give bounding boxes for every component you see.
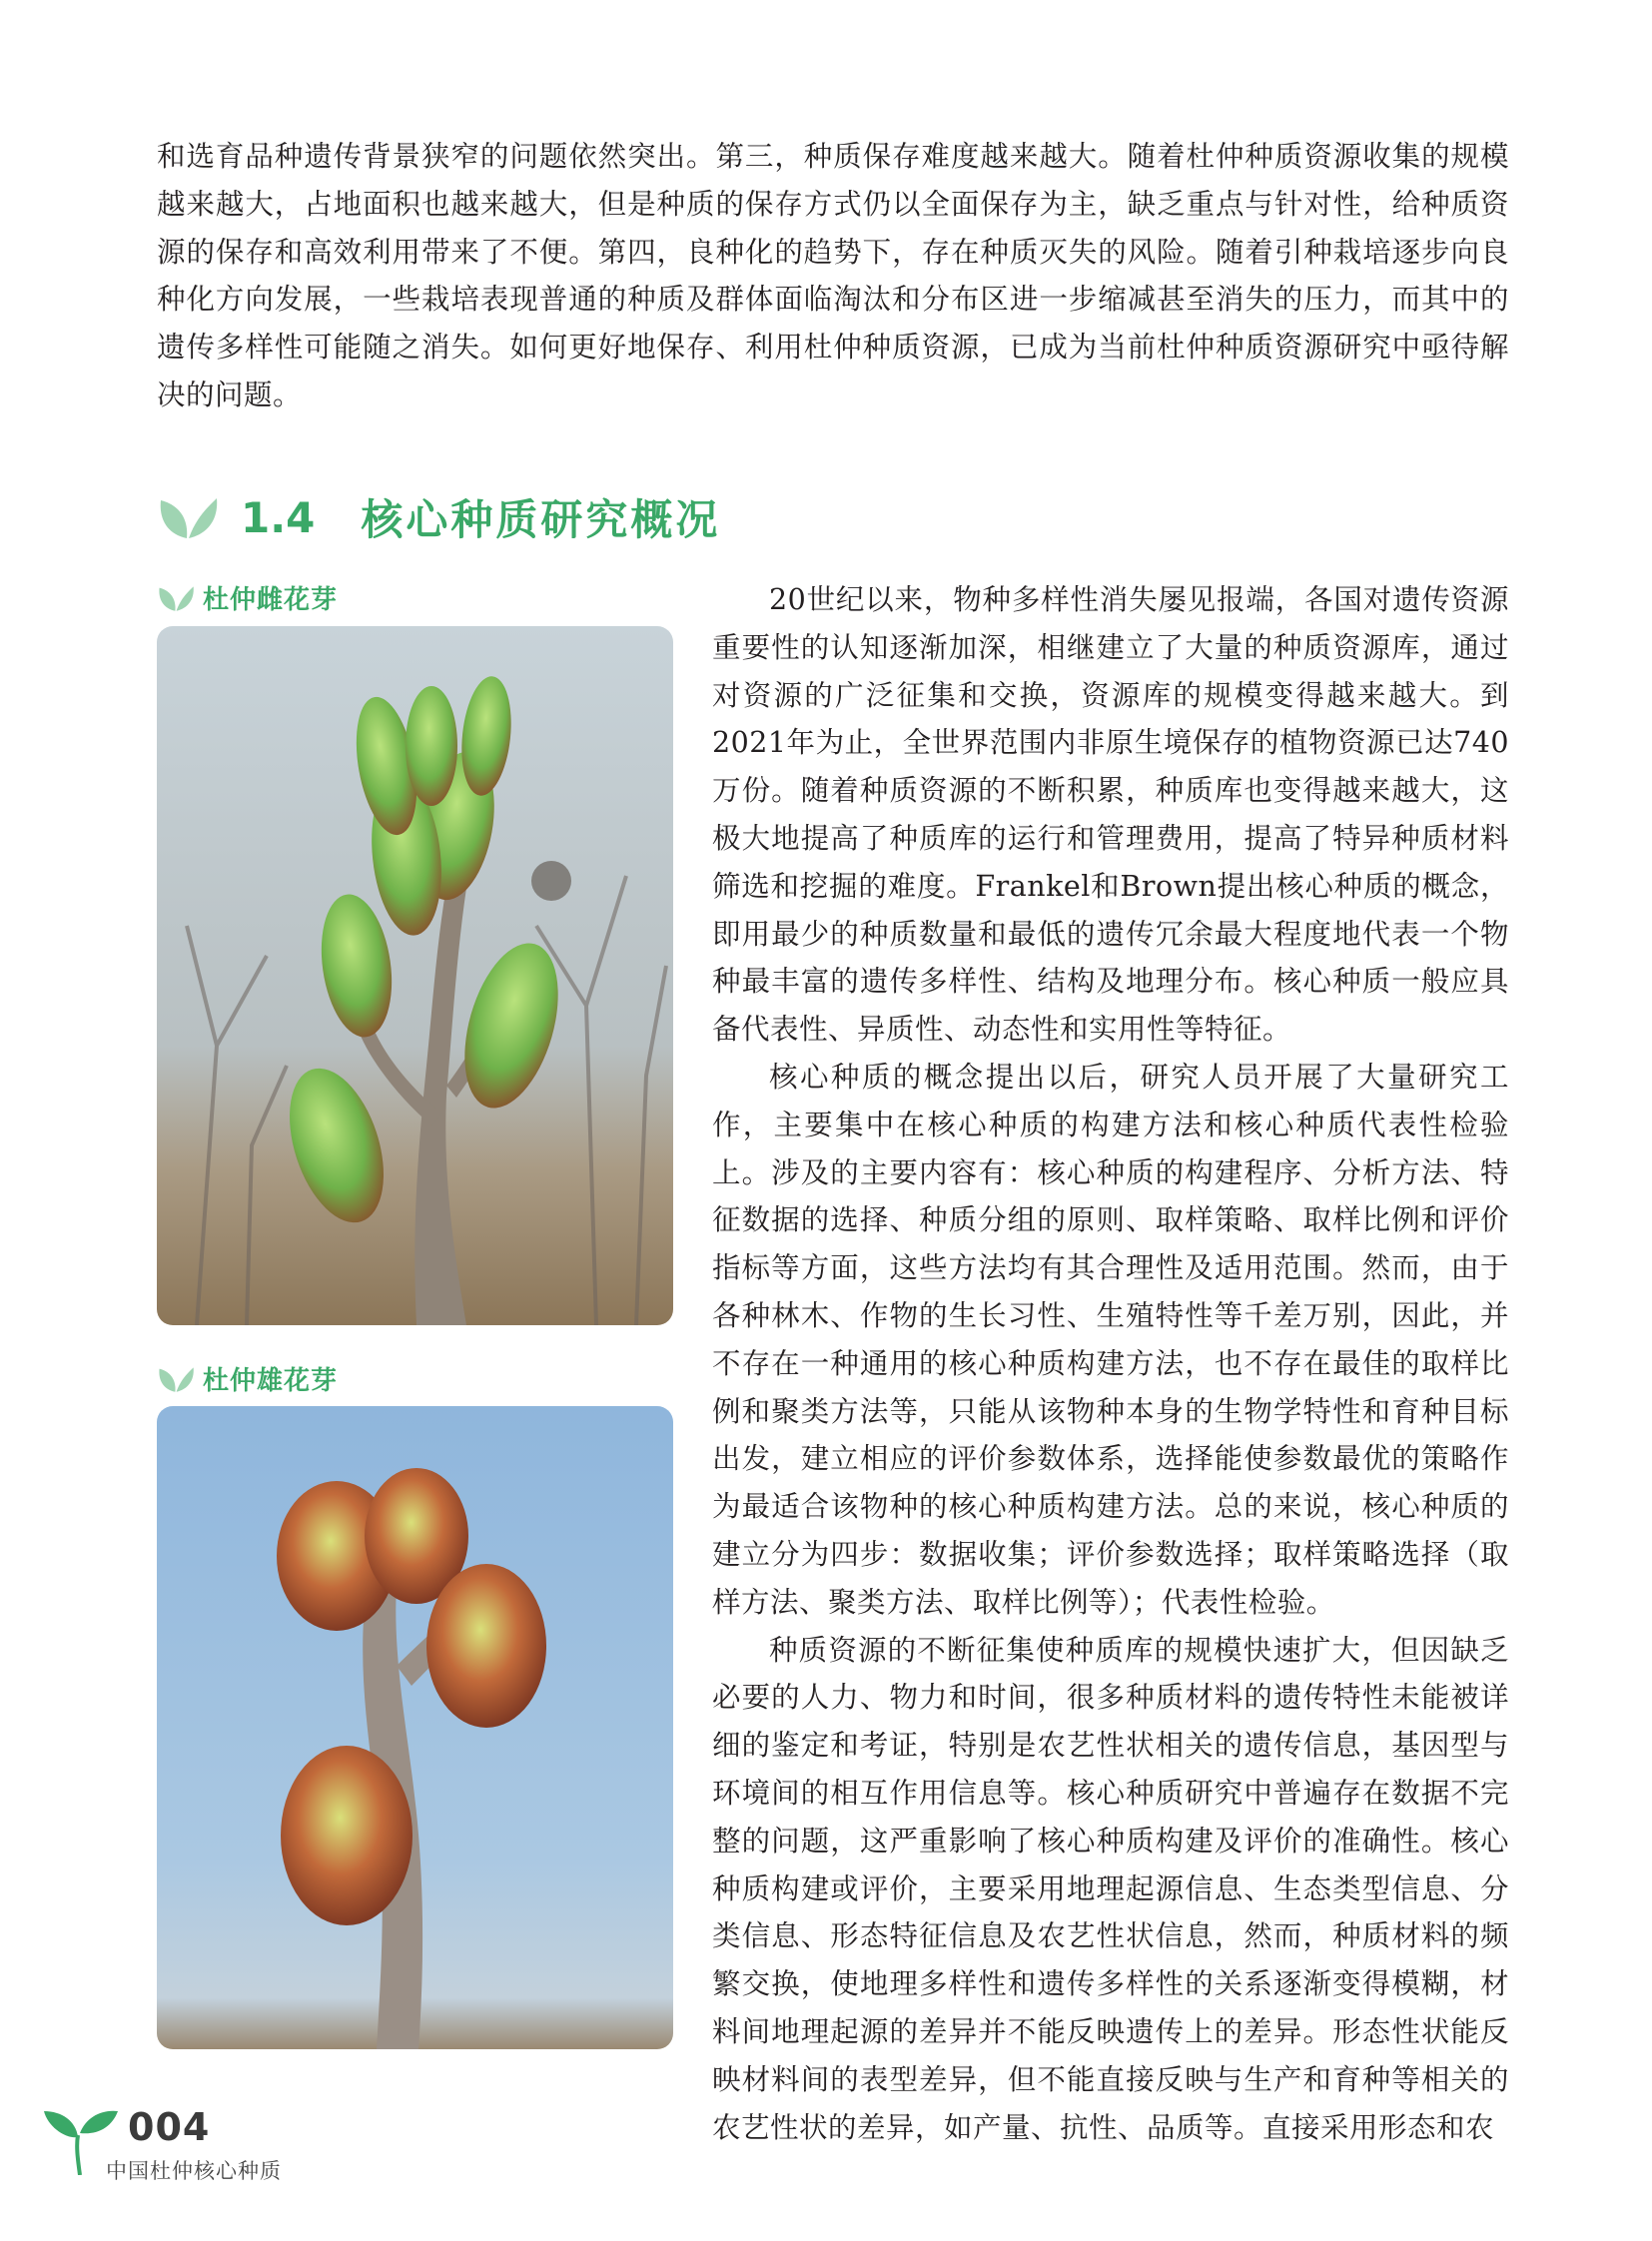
leaf-icon — [157, 1365, 195, 1393]
body-paragraph: 核心种质的概念提出以后，研究人员开展了大量研究工作，主要集中在核心种质的构建方法和核心种质代表性检验上。涉及的主要内容有：核心种质的构建程序、分析方法、特征数据的选择、种质分组的原则、取样策略、取样比例和评价指标等方面，这些方法均有其合理性及适用范围。然而，由于各种林木、作物的生长习性、生殖特性等千差万别，因此，并不存在一种通用的核心种质构建方法，也不存在最佳的取样比例和聚类方法等，只能从该物种本身的生物学特性和育种目标出发，建立相应的评价参数体系，选择能使参数最优的策略作为最适合该物种的核心种质构建方法。总的来说，核心种质的建立分为四步：数据收集；评价参数选择；取样策略选择（取样方法、聚类方法、取样比例等）；代表性检验。 — [712, 1060, 1509, 1619]
male-flower-bud-photo — [157, 1406, 673, 2049]
main-text-column — [712, 576, 1509, 2151]
section-number: 1.4 — [241, 492, 316, 542]
figure-caption-text: 杜仲雄花芽 — [203, 1366, 339, 1396]
figure-caption-female — [157, 579, 338, 616]
section-heading — [157, 487, 720, 547]
page-footer — [40, 2105, 282, 2183]
female-flower-bud-photo — [157, 626, 673, 1325]
body-paragraph: 20世纪以来，物种多样性消失屡见报端，各国对遗传资源重要性的认知逐渐加深，相继建立了大量的种质资源库，通过对资源的广泛征集和交换，资源库的规模变得越来越大。到2021年为止，全世界范围内非原生境保存的植物资源已达740万份。随着种质资源的不断积累，种质库也变得越来越大，这极大地提高了种质库的运行和管理费用，提高了特异种质材料筛选和挖掘的难度。Frankel和Brown提出核心种质的概念，即用最少的种质数量和最低的遗传冗余最大程度地代表一个物种最丰富的遗传多样性、结构及地理分布。核心种质一般应具备代表性、异质性、动态性和实用性等特征。 — [712, 583, 1509, 1047]
figure-caption-text: 杜仲雌花芽 — [203, 585, 339, 615]
leaf-icon — [157, 494, 219, 540]
page-number: 004 — [128, 2105, 211, 2149]
figure-caption-male — [157, 1360, 338, 1397]
book-title: 中国杜仲核心种质 — [106, 2159, 282, 2183]
section-title: 核心种质研究概况 — [361, 495, 721, 544]
leaf-icon — [157, 584, 195, 612]
top-paragraph: 和选育品种遗传背景狭窄的问题依然突出。第三，种质保存难度越来越大。随着杜仲种质资源收集的规模越来越大，占地面积也越来越大，但是种质的保存方式仍以全面保存为主，缺乏重点与针对性，给种质资源的保存和高效利用带来了不便。第四，良种化的趋势下，存在种质灭失的风险。随着引种栽培逐步向良种化方向发展，一些栽培表现普通的种质及群体面临淘汰和分布区进一步缩减甚至消失的压力，而其中的遗传多样性可能随之消失。如何更好地保存、利用杜仲种质资源，已成为当前杜仲种质资源研究中亟待解决的问题。 — [157, 140, 1509, 411]
body-paragraph: 种质资源的不断征集使种质库的规模快速扩大，但因缺乏必要的人力、物力和时间，很多种质材料的遗传特性未能被详细的鉴定和考证，特别是农艺性状相关的遗传信息，基因型与环境间的相互作用信息等。核心种质研究中普遍存在数据不完整的问题，这严重影响了核心种质构建及评价的准确性。核心种质构建或评价，主要采用地理起源信息、生态类型信息、分类信息、形态特征信息及农艺性状信息，然而，种质材料的频繁交换，使地理多样性和遗传多样性的关系逐渐变得模糊，材料间地理起源的差异并不能反映遗传上的差异。形态性状能反映材料间的表型差异，但不能直接反映与生产和育种等相关的农艺性状的差异，如产量、抗性、品质等。直接采用形态和农 — [712, 1633, 1509, 2144]
